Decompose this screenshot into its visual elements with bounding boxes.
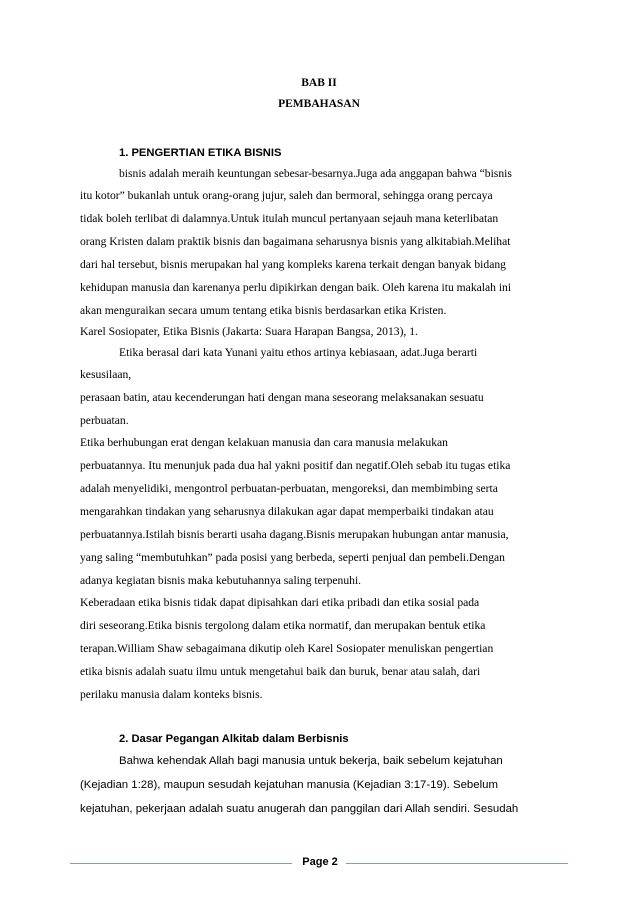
paragraph-line: perilaku manusia dalam konteks bisnis. (80, 688, 263, 701)
paragraph-line: akan menguraikan secara umum tentang etika bisnis berdasarkan etika Kristen. (80, 304, 447, 317)
paragraph-line: Etika berasal dari kata Yunani yaitu ethos artinya kebiasaan, adat.Juga berarti (119, 346, 478, 359)
chapter-number: BAB II (301, 77, 337, 89)
paragraph-line: itu kotor” bukanlah untuk orang-orang jujur, saleh dan bermoral, sehingga orang percaya (80, 189, 493, 202)
paragraph-line: bisnis adalah meraih keuntungan sebesar-besarnya.Juga ada anggapan bahwa “bisnis (119, 167, 512, 180)
section-1-heading: 1. PENGERTIAN ETIKA BISNIS (119, 147, 282, 159)
chapter-title: PEMBAHASAN (278, 98, 360, 110)
paragraph-line: perbuatannya. Itu menunjuk pada dua hal yakni positif dan negatif.Oleh sebab itu tugas etika (80, 459, 511, 472)
paragraph-line: adanya kegiatan bisnis maka kebutuhannya saling terpenuhi. (80, 574, 362, 587)
footer-rule-left (70, 863, 292, 864)
citation-line: Karel Sosiopater, Etika Bisnis (Jakarta: Suara Harapan Bangsa, 2013), 1. (80, 325, 418, 338)
paragraph-line: perbuatan. (80, 414, 129, 427)
paragraph-line: etika bisnis adalah suatu ilmu untuk mengetahui baik dan buruk, benar atau salah, dari (80, 665, 481, 678)
paragraph-line: (Kejadian 1:28), maupun sesudah kejatuhan manusia (Kejadian 3:17-19). Sebelum (80, 779, 498, 791)
paragraph-line: adalah menyelidiki, mengontrol perbuatan-perbuatan, mengoreksi, dan membimbing serta (80, 482, 498, 495)
paragraph-line: yang saling “membutuhkan” pada posisi yang berbeda, seperti penjual dan pembeli.Dengan (80, 551, 505, 564)
paragraph-line: Keberadaan etika bisnis tidak dapat dipisahkan dari etika pribadi dan etika sosial pada (80, 596, 480, 609)
paragraph-line: terapan.William Shaw sebagaimana dikutip oleh Karel Sosiopater menuliskan pengertian (80, 642, 494, 655)
paragraph-line: mengarahkan tindakan yang seharusnya dilakukan agar dapat memperbaiki tindakan atau (80, 505, 494, 518)
paragraph-line: kesusilaan, (80, 368, 132, 381)
paragraph-line: Bahwa kehendak Allah bagi manusia untuk bekerja, baik sebelum kejatuhan (119, 755, 503, 767)
paragraph-line: dari hal tersebut, bisnis merupakan hal yang kompleks karena terkait dengan banyak bidang (80, 258, 506, 271)
paragraph-line: diri seseorang.Etika bisnis tergolong dalam etika normatif, dan merupakan bentuk etika (80, 619, 486, 632)
paragraph-line: Etika berhubungan erat dengan kelakuan manusia dan cara manusia melakukan (80, 436, 448, 449)
paragraph-line: perasaan batin, atau kecenderungan hati dengan mana seseorang melaksanakan sesuatu (80, 391, 484, 404)
paragraph-line: perbuatannya.Istilah bisnis berarti usaha dagang.Bisnis merupakan hubungan antar manusia, (80, 528, 509, 541)
paragraph-line: kejatuhan, pekerjaan adalah suatu anugerah dan panggilan dari Allah sendiri. Sesudah (80, 803, 519, 815)
section-2-heading: 2. Dasar Pegangan Alkitab dalam Berbisnis (119, 733, 349, 745)
page-number: Page 2 (302, 856, 338, 868)
paragraph-line: kehidupan manusia dan karenanya perlu dipikirkan dengan baik. Oleh karena itu makalah ini (80, 281, 512, 294)
footer-rule-right (346, 863, 568, 864)
paragraph-line: orang Kristen dalam praktik bisnis dan bagaimana seharusnya bisnis yang alkitabiah.Melihat (80, 235, 511, 248)
paragraph-line: tidak boleh terlibat di dalamnya.Untuk itulah muncul pertanyaan sejauh mana keterlibatan (80, 212, 499, 225)
